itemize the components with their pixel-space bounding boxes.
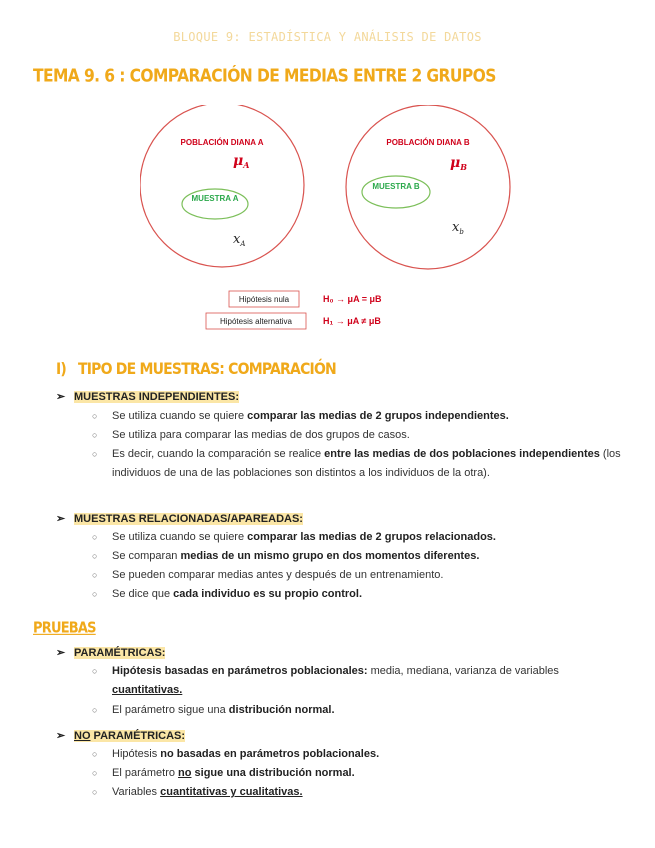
sample-b-label: MUESTRA B xyxy=(372,182,420,191)
population-a-circle xyxy=(140,105,304,267)
bullet-icon: ○ xyxy=(92,705,98,715)
section-number: I) xyxy=(56,360,67,379)
bullet-icon: ○ xyxy=(92,787,98,797)
population-diagram xyxy=(140,105,520,340)
heading-parametric xyxy=(56,646,165,659)
section-title xyxy=(56,360,336,378)
population-a-mean: $\mu_A$ xyxy=(233,153,250,170)
list-item: ○ Se utiliza cuando se quiere comparar las medias de 2 grupos relacionados. xyxy=(92,528,622,547)
list-item: ○ Se utiliza para comparar las medias de dos grupos de casos. xyxy=(92,426,622,445)
list-item: ○ Hipótesis basadas en parámetros poblacionales: media, mediana, varianza de variables cuantitativas. xyxy=(92,662,622,700)
list-item: ○ Se dice que cada individuo es su propio control. xyxy=(92,585,622,604)
arrow-icon: ➢ xyxy=(56,513,66,525)
bullet-icon: ○ xyxy=(92,749,98,759)
population-b-label: POBLACIÓN DIANA B xyxy=(386,138,470,147)
null-hypothesis-formula: H₀ → μA = μB xyxy=(323,294,382,304)
heading-independent xyxy=(56,390,239,403)
pruebas-heading: PRUEBAS xyxy=(33,620,96,638)
section-title-text: TIPO DE MUESTRAS: COMPARACIÓN xyxy=(78,360,336,379)
sample-b-mean: $x_b$ xyxy=(452,220,464,236)
bullet-icon: ○ xyxy=(92,449,98,459)
list-item: ○ Variables cuantitativas y cualitativas. xyxy=(92,783,622,802)
heading-nonparametric xyxy=(56,729,185,742)
heading-nonparametric-text: NO PARAMÉTRICAS: xyxy=(74,730,186,742)
alt-hypothesis-formula: H₁ → μA ≠ μB xyxy=(323,316,381,326)
bullet-icon: ○ xyxy=(92,430,98,440)
heading-parametric-text: PARAMÉTRICAS: xyxy=(74,647,166,659)
list-item: ○ Es decir, cuando la comparación se realice entre las medias de dos poblaciones independientes (los individuos de una de las poblaciones son distintos a los individuos de la otra). xyxy=(92,445,622,483)
population-b-mean: $\mu_B$ xyxy=(450,155,468,172)
sample-a-mean: $x_A$ xyxy=(233,232,246,248)
sample-a-label: MUESTRA A xyxy=(191,194,239,203)
bullet-icon: ○ xyxy=(92,666,98,676)
bullet-icon: ○ xyxy=(92,532,98,542)
bullet-icon: ○ xyxy=(92,589,98,599)
heading-related-text: MUESTRAS RELACIONADAS/APAREADAS: xyxy=(74,513,303,525)
list-item: ○ Hipótesis no basadas en parámetros poblacionales. xyxy=(92,745,622,764)
population-a-label: POBLACIÓN DIANA A xyxy=(180,138,264,147)
alt-hypothesis-label: Hipótesis alternativa xyxy=(219,317,293,326)
arrow-icon: ➢ xyxy=(56,730,66,742)
bullet-icon: ○ xyxy=(92,570,98,580)
arrow-icon: ➢ xyxy=(56,391,66,403)
page-title: TEMA 9. 6 : COMPARACIÓN DE MEDIAS ENTRE 2 GRUPOS xyxy=(33,66,496,87)
list-item: ○ El parámetro sigue una distribución normal. xyxy=(92,701,622,720)
list-item: ○ El parámetro no sigue una distribución normal. xyxy=(92,764,622,783)
bullet-icon: ○ xyxy=(92,768,98,778)
list-item: ○ Se pueden comparar medias antes y después de un entrenamiento. xyxy=(92,566,622,585)
list-item: ○ Se comparan medias de un mismo grupo en dos momentos diferentes. xyxy=(92,547,622,566)
heading-related xyxy=(56,512,303,525)
bullet-icon: ○ xyxy=(92,551,98,561)
arrow-icon: ➢ xyxy=(56,647,66,659)
list-item: ○ Se utiliza cuando se quiere comparar las medias de 2 grupos independientes. xyxy=(92,407,622,426)
null-hypothesis-label: Hipótesis nula xyxy=(238,295,290,304)
bullet-icon: ○ xyxy=(92,411,98,421)
heading-independent-text: MUESTRAS INDEPENDIENTES: xyxy=(74,391,240,403)
sample-b-ellipse xyxy=(362,176,430,208)
page-header: BLOQUE 9: ESTADÍSTICA Y ANÁLISIS DE DATOS xyxy=(173,30,482,44)
